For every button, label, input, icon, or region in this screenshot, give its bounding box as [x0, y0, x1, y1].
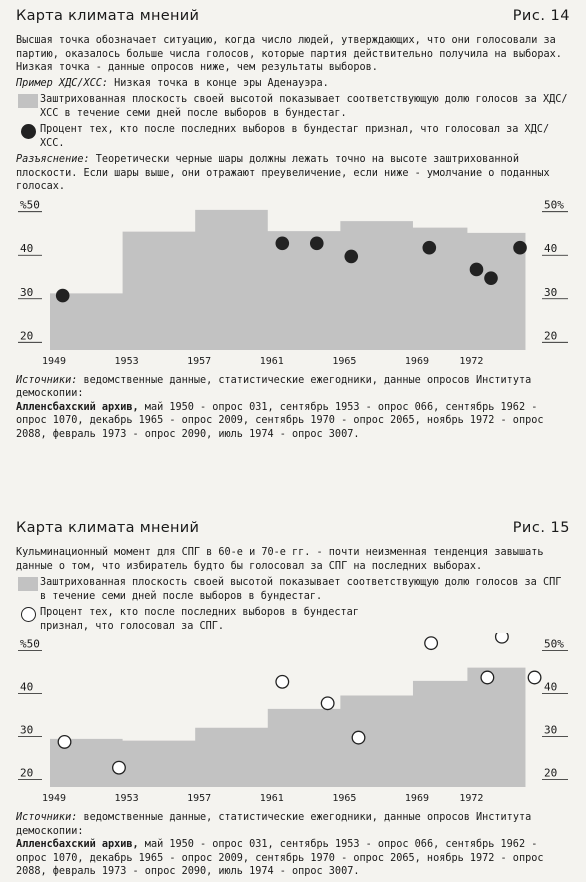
- description-line: Высшая точка обозначает ситуацию, когда число людей, утверждающих, что они голосовали за партию, оказалось больше числа голосов, которые партия действительно получила на выборах.: [16, 35, 562, 60]
- y-tick-label-right: 30: [544, 285, 558, 299]
- x-tick-label: 1961: [259, 355, 284, 367]
- data-point: [352, 731, 365, 744]
- sources-list: май 1950 - опрос 031, сентябрь 1953 - опрос 066, сентябрь 1962 - опрос 1070, декабрь 1965 - опрос 2009, сентябрь 1970 - опрос 2065, ноябрь 1972 - опрос 2088, февраль 1973 - опрос 2090, июль 1974 - опрос 3007.: [16, 839, 544, 877]
- y-tick-label-right: 30: [544, 723, 558, 737]
- y-tick-label-left: 40: [20, 680, 34, 694]
- data-point: [276, 675, 289, 688]
- data-point: [496, 633, 509, 643]
- x-tick-label: 1969: [404, 355, 430, 367]
- sources-label: Источники:: [16, 812, 78, 823]
- figure-number: Рис. 15: [512, 520, 570, 536]
- legend-points-label: Процент тех, кто после последних выборов в бундестаг признал, что голосовал за СПГ.: [40, 607, 359, 632]
- figure-title: Карта климата мнений: [16, 520, 200, 536]
- legend-area-label: Заштрихованная плоскость своей высотой показывает соответствующую долю голосов за ХДС/ХСС в течение семи дней после выборов в бундестаг.: [40, 94, 568, 119]
- x-tick-label: 1949: [41, 355, 67, 367]
- legend-points-entry: [16, 606, 570, 633]
- explanation-text: Теоретически черные шары должны лежать точно на высоте заштрихованной плоскости. Если шары выше, они отражают преувеличение, если ниже - умолчание о поданных голосах.: [16, 154, 550, 192]
- legend-area-label: Заштрихованная плоскость своей высотой показывает соответствующую долю голосов за СПГ в течение семи дней после выборов в бундестаг.: [40, 577, 562, 602]
- y-tick-label-right: 40: [544, 680, 558, 694]
- data-point: [425, 637, 438, 650]
- sources-label: Источники:: [16, 374, 78, 386]
- x-tick-label: 1953: [114, 355, 139, 367]
- figure-number: Рис. 14: [512, 8, 570, 24]
- vote-share-area: [50, 209, 525, 349]
- description-line: Низкая точка - данные опросов ниже, чем результаты выборов.: [16, 62, 378, 73]
- x-tick-label: 1953: [114, 793, 139, 804]
- example-note: [16, 77, 570, 91]
- y-tick-label-left: %50: [20, 637, 40, 651]
- example-label: Пример ХДС/ХСС:: [16, 77, 109, 89]
- figure-header: [16, 520, 570, 546]
- y-tick-label-right: 40: [544, 241, 558, 255]
- y-tick-label-right: 20: [544, 766, 558, 780]
- y-tick-label-left: 40: [20, 241, 34, 255]
- y-tick-label-left: 20: [20, 766, 34, 780]
- figure-14: [16, 8, 570, 441]
- y-tick-label-left: 30: [20, 285, 34, 299]
- chart-14: [16, 194, 570, 372]
- figure-title: Карта климата мнений: [16, 8, 200, 24]
- data-point: [484, 271, 498, 285]
- sources-note: [16, 374, 570, 442]
- filled-dot-swatch: [21, 124, 36, 139]
- sources-text: ведомственные данные, статистические ежегодники, данные опросов Института демоскопии:: [16, 812, 532, 837]
- x-tick-label: 1965: [332, 355, 357, 367]
- archive-name: Алленсбахский архив,: [16, 401, 139, 413]
- data-point: [321, 697, 334, 710]
- y-tick-label-right: 50%: [544, 198, 564, 212]
- x-tick-label: 1965: [332, 793, 357, 804]
- legend-area-entry: [16, 576, 570, 603]
- shaded-area-swatch: [18, 94, 38, 108]
- figure-header: [16, 8, 570, 34]
- chart-15: [16, 633, 570, 809]
- data-point: [344, 249, 358, 263]
- data-point: [310, 236, 324, 250]
- explanation-label: Разъяснение:: [16, 154, 90, 165]
- data-point: [528, 671, 541, 684]
- data-point: [422, 240, 436, 254]
- figure-description: [16, 34, 570, 90]
- legend-points-entry: [16, 123, 570, 150]
- x-tick-label: 1957: [187, 355, 212, 367]
- example-text: Низкая точка в конце эры Аденауэра.: [108, 77, 329, 89]
- sources-list: май 1950 - опрос 031, сентябрь 1953 - опрос 066, сентябрь 1962 - опрос 1070, декабрь 1965 - опрос 2009, сентябрь 1970 - опрос 2065, ноябрь 1972 - опрос 2088, февраль 1973 - опрос 2090, июль 1974 - опрос 3007.: [16, 401, 544, 440]
- x-tick-label: 1969: [404, 793, 430, 804]
- archive-name: Алленсбахский архив,: [16, 839, 139, 850]
- figure-description: [16, 546, 570, 573]
- data-point: [470, 262, 484, 276]
- y-tick-label-right: 50%: [544, 637, 564, 651]
- x-tick-label: 1949: [41, 793, 67, 804]
- figure-15: [16, 520, 570, 879]
- data-point: [481, 671, 494, 684]
- legend-area-entry: [16, 93, 570, 120]
- y-tick-label-left: %50: [20, 198, 40, 212]
- description-line: Кульминационный момент для СПГ в 60-е и 70-е гг. - почти неизменная тенденция завышать данные о том, что избиратель будто бы голосовал за СПГ на последних выборах.: [16, 547, 544, 572]
- y-tick-label-left: 20: [20, 328, 34, 342]
- data-point: [513, 240, 527, 254]
- data-point: [56, 288, 70, 302]
- hollow-circle-swatch: [21, 607, 36, 622]
- y-tick-label-right: 20: [544, 328, 558, 342]
- data-point: [275, 236, 289, 250]
- x-tick-label: 1961: [259, 793, 284, 804]
- sources-note: [16, 811, 570, 879]
- data-point: [58, 736, 71, 749]
- legend-points-label: Процент тех, кто после последних выборов в бундестаг признал, что голосовал за ХДС/ХСС.: [40, 124, 550, 149]
- x-tick-label: 1972: [459, 793, 484, 804]
- x-tick-label: 1957: [187, 793, 212, 804]
- y-tick-label-left: 30: [20, 723, 34, 737]
- sources-text: ведомственные данные, статистические ежегодники, данные опросов Института демоскопии:: [16, 374, 532, 399]
- shaded-area-swatch: [18, 577, 38, 591]
- explanation-note: [16, 153, 570, 194]
- x-tick-label: 1972: [459, 355, 484, 367]
- data-point: [113, 761, 126, 774]
